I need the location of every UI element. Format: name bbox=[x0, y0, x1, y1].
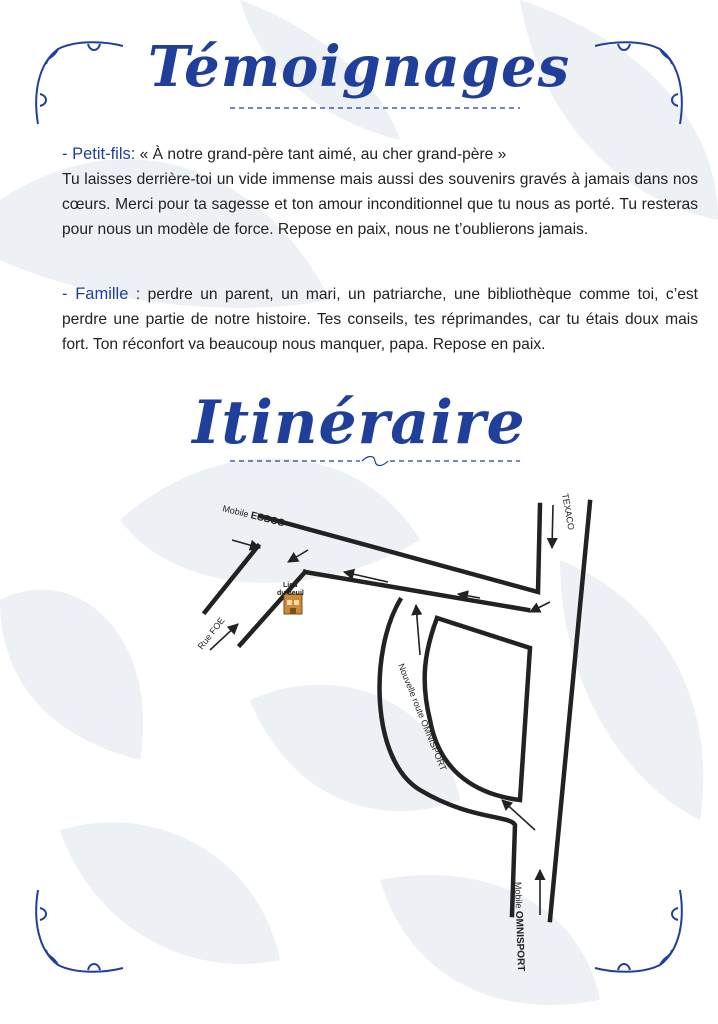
petit-fils-quote: « À notre grand-père tant aimé, au cher grand-père » bbox=[135, 146, 507, 163]
road-omnisport-outer bbox=[380, 600, 515, 915]
road-main bbox=[550, 502, 590, 920]
itinerary-map bbox=[0, 480, 718, 980]
title-divider bbox=[230, 102, 520, 114]
label-nouvelle-route: Nouvelle route OMNISPORT bbox=[396, 662, 449, 773]
label-lieu: Lieu bbox=[283, 582, 298, 589]
itineraire-title: Itinéraire bbox=[192, 388, 526, 458]
label-mobile-essos: Mobile ESSOS bbox=[221, 503, 286, 530]
petit-fils-label: - Petit-fils: bbox=[62, 145, 136, 163]
label-mobile-omnisport: Mobile OMNISPORT bbox=[513, 881, 527, 972]
road-omnisport-inner bbox=[425, 618, 530, 800]
petit-fils-body: Tu laisses derrière-toi un vide immense mais aussi des souvenirs gravés à jamais dans nos cœurs. Merci pour ta sagesse et ton amour inconditionnel que tu nous as porté. Tu resteras pour nous un modèle de force. Repose en paix, nous ne t’oublierons jamais. bbox=[62, 171, 698, 238]
title-divider-2 bbox=[230, 455, 520, 467]
road-essos-bottom bbox=[305, 572, 528, 610]
road-essos-top bbox=[260, 505, 540, 592]
petit-fils-testimonial bbox=[62, 142, 698, 242]
road-rue-foe-left bbox=[205, 546, 258, 612]
famille-body: : perdre un parent, un mari, un patriarche, une bibliothèque comme toi, c’est perdre une partie de notre histoire. Tes conseils, tes réprimandes, car tu étais doux mais fort. Ton réconfort va beaucoup nous manquer, papa. Repose en paix. bbox=[62, 286, 698, 353]
famille-testimonial bbox=[62, 282, 698, 357]
temoignages-title: Témoignages bbox=[147, 34, 571, 100]
label-texaco: TEXACO bbox=[560, 492, 577, 531]
building-icon bbox=[284, 594, 302, 614]
label-du-deuil: du deuil bbox=[277, 590, 304, 597]
map-roads bbox=[205, 502, 590, 920]
famille-label: - Famille bbox=[62, 285, 129, 303]
label-rue-foe: Rue FOE bbox=[195, 615, 227, 652]
